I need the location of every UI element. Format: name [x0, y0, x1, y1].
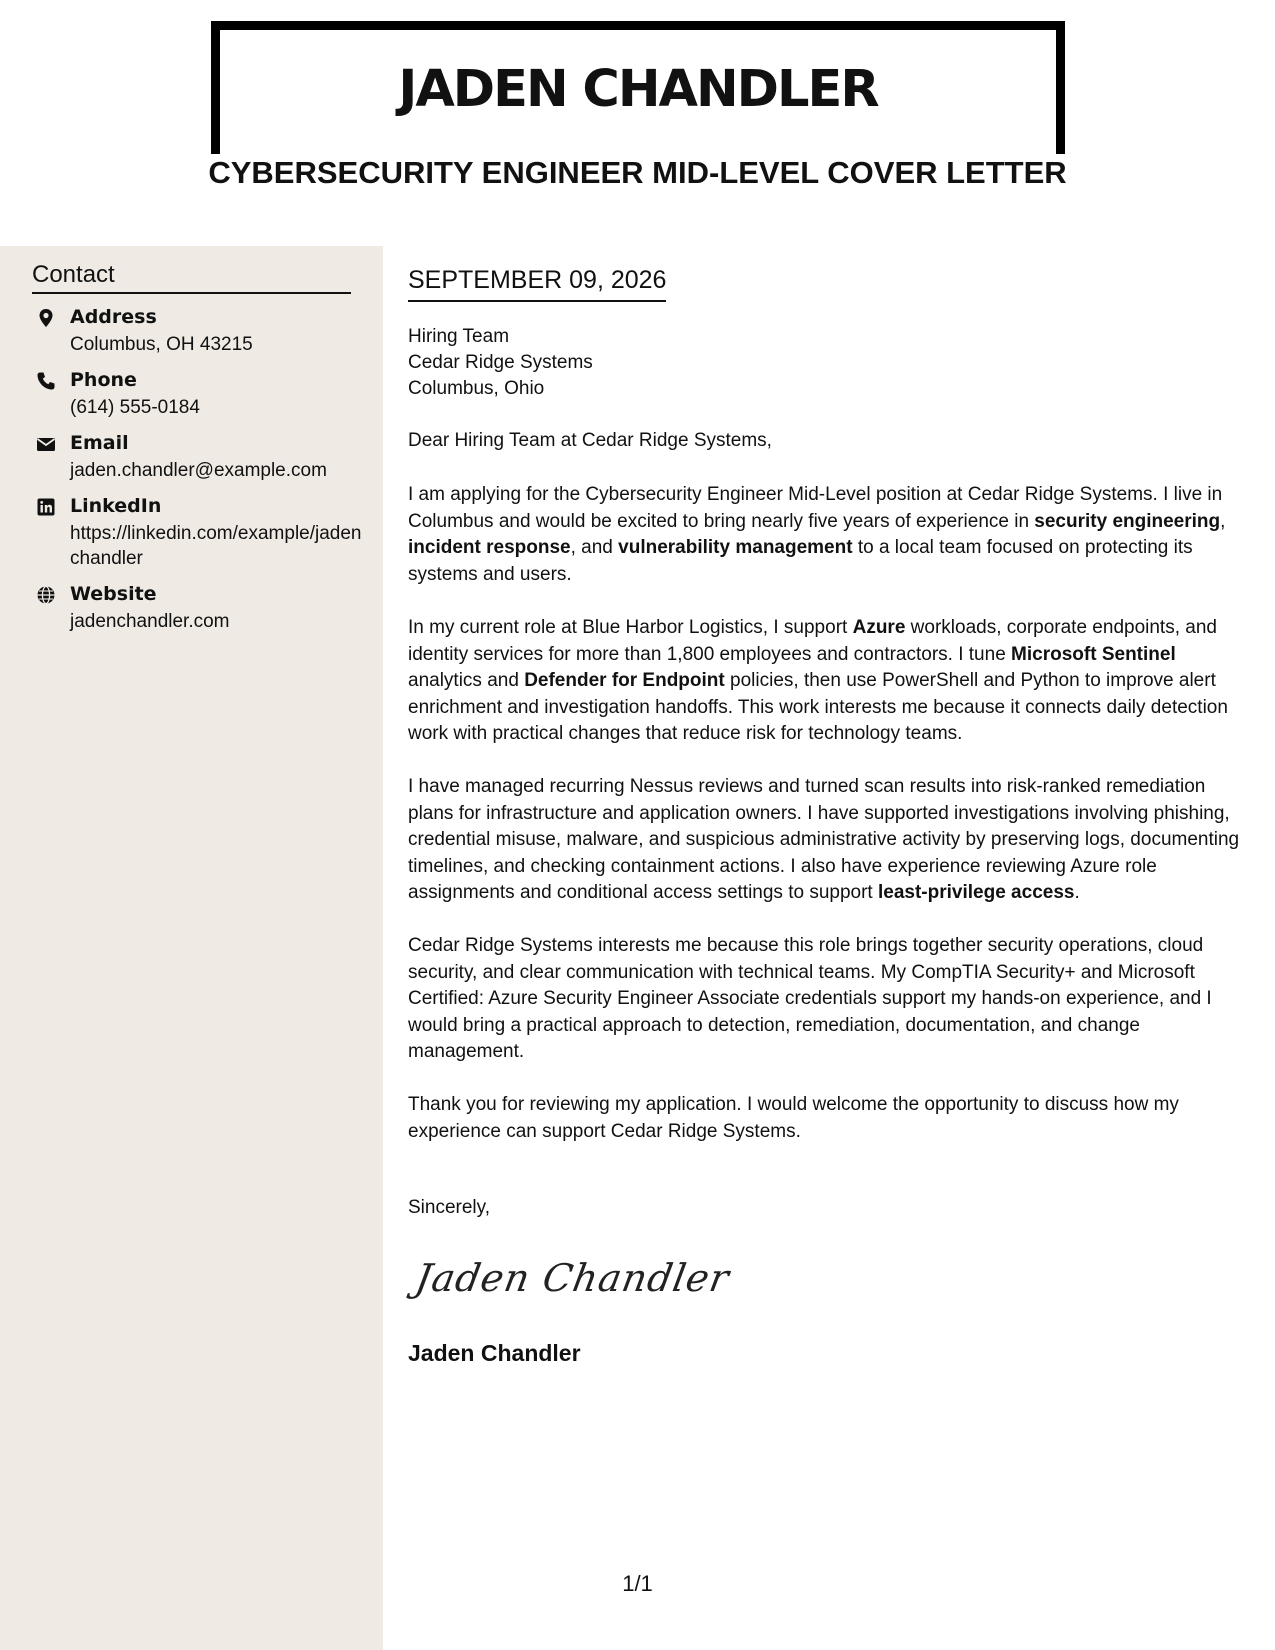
signature: Jaden Chandler	[412, 1256, 733, 1300]
document-title: CYBERSECURITY ENGINEER MID-LEVEL COVER LETTER	[208, 155, 1067, 190]
paragraph-text: to a local team focused on protecting its systems and users.	[408, 537, 1193, 585]
paragraph-text: I am applying for the Cybersecurity Engineer Mid-Level position at Cedar Ridge Systems. I live in Columbus and would be excited to bring nearly five years of experience in	[408, 484, 1223, 532]
paragraph-text: ,	[1220, 510, 1226, 532]
paragraph-text: .	[1074, 882, 1080, 903]
letter-paragraph	[408, 482, 1253, 588]
paragraph-text: Cedar Ridge Systems interests me because this role brings together security operations, cloud security, and clear communication with technical teams. My CompTIA Security+ and Microsoft Certified: Azure Security Engineer Associate credentials support my hands-on experience, and I would bring a practical approach to detection, remediation, documentation, and change management.	[408, 935, 1212, 1062]
phone-value: (614) 555-0184	[70, 397, 200, 418]
emphasized-term: Defender for Endpoint	[524, 670, 725, 691]
contact-label: LinkedIn	[70, 495, 162, 517]
phone-icon	[36, 371, 56, 391]
globe-icon	[36, 585, 56, 605]
recipient-line: Hiring Team	[408, 326, 510, 347]
contact-label: Phone	[70, 369, 137, 391]
contact-label: Website	[70, 583, 157, 605]
emphasized-term: vulnerability management	[618, 537, 853, 558]
emphasized-term: security engineering	[1034, 510, 1221, 532]
emphasized-term: Azure	[852, 617, 906, 638]
letter-paragraph	[408, 774, 1253, 907]
letter-date: SEPTEMBER 09, 2026	[408, 266, 666, 302]
envelope-icon	[36, 434, 56, 454]
letter-paragraph	[408, 933, 1253, 1066]
page-number-text: 1/1	[622, 1571, 653, 1596]
contact-label: Address	[70, 306, 157, 328]
emphasized-term: least-privilege access	[878, 882, 1075, 903]
applicant-name: JADEN CHANDLER	[398, 60, 878, 119]
contact-label: Email	[70, 432, 129, 454]
linkedin-value: https://linkedin.com/example/jadenchandler	[70, 523, 362, 569]
salutation: Dear Hiring Team at Cedar Ridge Systems,	[408, 430, 772, 451]
address-value: Columbus, OH 43215	[70, 334, 253, 355]
emphasized-term: Microsoft Sentinel	[1011, 643, 1176, 665]
website-value: jadenchandler.com	[70, 611, 230, 632]
page-number	[0, 1571, 1275, 1597]
paragraph-text: policies, then use PowerShell and Python to improve alert enrichment and investigation handoffs. This work interests me because it connects daily detection work with practical changes that reduce risk for technology teams.	[408, 670, 1228, 744]
letter-paragraph	[408, 1092, 1253, 1145]
sidebar	[0, 246, 383, 1650]
paragraph-text: Thank you for reviewing my application. I would welcome the opportunity to discuss how my experience can support Cedar Ridge Systems.	[408, 1094, 1179, 1142]
paragraph-text: analytics and	[408, 670, 525, 691]
paragraph-text: I have managed recurring Nessus reviews and turned scan results into risk-ranked remediation plans for infrastructure and application owners. I have supported investigations involving phishing, credential misuse, malware, and suspicious administrative activity by preserving logs, documenting timelines, and checking containment actions. I also have experience reviewing Azure role assignments and conditional access settings to support	[408, 776, 1240, 903]
email-value: jaden.chandler@example.com	[70, 460, 327, 481]
contact-heading: Contact	[32, 261, 351, 294]
recipient-line: Columbus, Ohio	[408, 378, 545, 399]
emphasized-term: incident response	[408, 537, 571, 558]
letter-paragraph	[408, 615, 1253, 748]
paragraph-text: , and	[570, 537, 619, 558]
signer-name: Jaden Chandler	[408, 1340, 581, 1366]
closing: Sincerely,	[408, 1197, 491, 1218]
location-pin-icon	[36, 308, 56, 328]
linkedin-icon	[36, 497, 56, 517]
recipient-line: Cedar Ridge Systems	[408, 352, 593, 373]
paragraph-text: In my current role at Blue Harbor Logistics, I support	[408, 617, 853, 638]
recipient-block	[408, 324, 593, 402]
paragraph-text: workloads, corporate endpoints, and identity services for more than 1,800 employees and contractors. I tune	[408, 617, 1217, 665]
